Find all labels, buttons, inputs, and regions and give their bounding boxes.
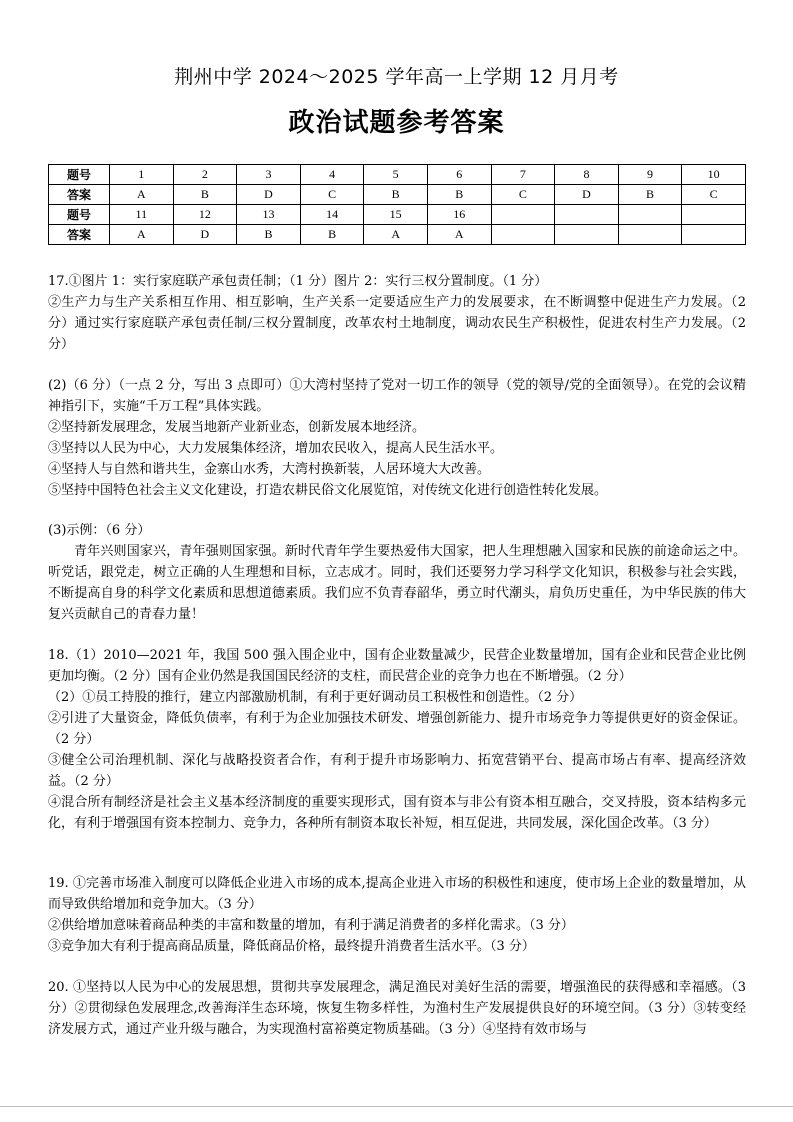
question-number: 4 — [300, 165, 364, 185]
question-number: 12 — [173, 205, 237, 225]
answer-cell — [682, 225, 746, 245]
question-number: 7 — [491, 165, 555, 185]
q18-paragraph: ②引进了大量资金，降低负债率，有利于为企业加强技术研发、增强创新能力、提升市场竞争力等提供更好的资金保证。（2 分） — [48, 711, 746, 747]
answer-cell: A — [427, 225, 491, 245]
answer-cell: C — [300, 185, 364, 205]
question-number: 13 — [237, 205, 301, 225]
q17-paragraph: ④坚持人与自然和谐共生，金寨山水秀，大湾村换新装，人居环境大大改善。 — [48, 462, 491, 477]
q18-section — [48, 645, 746, 834]
q17-part3 — [48, 520, 746, 625]
answer-cell: A — [110, 185, 174, 205]
question-number — [618, 205, 682, 225]
row-label-question: 题号 — [49, 205, 110, 225]
answer-cell: B — [237, 225, 301, 245]
q17-paragraph: 17.①图片 1：实行家庭联产承包责任制；（1 分）图片 2：实行三权分置制度。（1 分） — [48, 274, 548, 289]
question-number: 9 — [618, 165, 682, 185]
answer-cell: C — [682, 185, 746, 205]
question-number: 11 — [110, 205, 174, 225]
answer-cell — [555, 225, 619, 245]
question-number: 14 — [300, 205, 364, 225]
q19-paragraph: 19. ①完善市场准入制度可以降低企业进入市场的成本,提高企业进入市场的积极性和速度，使市场上企业的数量增加，从而导致供给增加和竞争加大。（3 分） — [48, 876, 746, 912]
row-label-answer: 答案 — [49, 225, 110, 245]
q17-paragraph: ⑤坚持中国特色社会主义文化建设，打造农耕民俗文化展览馆，对传统文化进行创造性转化发展。 — [48, 483, 608, 498]
q19-paragraph: ②供给增加意味着商品种类的丰富和数量的增加，有利于满足消费者的多样化需求。（3 分） — [48, 918, 574, 933]
q17-paragraph: (2)（6 分）（一点 2 分，写出 3 点即可）①大湾村坚持了党对一切工作的领导（党的领导/党的全面领导）。在党的会议精神指引下，实施“千万工程”具体实践。 — [48, 378, 746, 414]
q20-paragraph: 20. ①坚持以人民为中心的发展思想，贯彻共享发展理念，满足渔民对美好生活的需要，增强渔民的获得感和幸福感。（3 分）②贯彻绿色发展理念,改善海洋生态环境，恢复生物多样性，为渔村生产发展提供良好的环境空间。（3 分）③转变经济发展方式，通过产业升级与融合，为实现渔村富裕奠定物质基础。（3 分）④坚持有效市场与 — [48, 980, 746, 1037]
answer-cell: B — [300, 225, 364, 245]
q19-section — [48, 873, 746, 957]
table-row-question-numbers-1 — [49, 165, 746, 185]
question-number — [491, 205, 555, 225]
question-number: 16 — [427, 205, 491, 225]
answer-table — [48, 164, 746, 245]
page-bottom-divider — [0, 1106, 793, 1107]
question-number: 5 — [364, 165, 428, 185]
question-number: 1 — [110, 165, 174, 185]
answer-cell: C — [491, 185, 555, 205]
table-row-answers-2 — [49, 225, 746, 245]
exam-title: 荆州中学 2024～2025 学年高一上学期 12 月月考 — [174, 66, 619, 88]
answer-cell: A — [110, 225, 174, 245]
answer-cell: B — [364, 185, 428, 205]
row-label-answer: 答案 — [49, 185, 110, 205]
row-label-question: 题号 — [49, 165, 110, 185]
answer-cell: B — [173, 185, 237, 205]
answer-cell: B — [427, 185, 491, 205]
question-number: 6 — [427, 165, 491, 185]
q18-paragraph: ④混合所有制经济是社会主义基本经济制度的重要实现形式，国有资本与非公有资本相互融合，交叉持股，资本结构多元化，有利于增强国有资本控制力、竞争力，各种所有制资本取长补短，相互促进，共同发展，深化国企改革。（3 分） — [48, 795, 746, 831]
q17-part2 — [48, 375, 746, 501]
question-number: 3 — [237, 165, 301, 185]
q17-paragraph: ③坚持以人民为中心，大力发展集体经济，增加农民收入，提高人民生活水平。 — [48, 441, 504, 456]
q18-paragraph: 18.（1）2010—2021 年，我国 500 强入围企业中，国有企业数量减少，民营企业数量增加，国有企业和民营企业比例更加均衡。（2 分）国有企业仍然是我国国民经济的支柱，而民营企业的竞争力也在不断增强。（2 分） — [48, 648, 746, 684]
q19-paragraph: ③竞争加大有利于提高商品质量，降低商品价格，最终提升消费者生活水平。（3 分） — [48, 939, 535, 954]
question-number: 2 — [173, 165, 237, 185]
answer-cell: B — [618, 185, 682, 205]
exam-subtitle: 政治试题参考答案 — [288, 108, 505, 138]
answer-cell: D — [173, 225, 237, 245]
q17-paragraph: ②生产力与生产关系相互作用、相互影响，生产关系一定要适应生产力的发展要求，在不断调整中促进生产力发展。（2 分）通过实行家庭联产承包责任制/三权分置制度，改革农村土地制度，调动农民生产积极性，促进农村生产力发展。（2 分） — [48, 295, 746, 352]
q17-paragraph: ②坚持新发展理念，发展当地新产业新业态，创新发展本地经济。 — [48, 420, 426, 435]
table-row-answers-1 — [49, 185, 746, 205]
q18-paragraph: （2）①员工持股的推行，建立内部激励机制，有利于更好调动员工积极性和创造性。（2 分） — [48, 690, 583, 705]
question-number: 8 — [555, 165, 619, 185]
answer-cell — [618, 225, 682, 245]
question-number: 15 — [364, 205, 428, 225]
table-row-question-numbers-2 — [49, 205, 746, 225]
q18-paragraph: ③健全公司治理机制、深化与战略投资者合作，有利于提升市场影响力、拓宽营销平台、提高市场占有率、提高经济效益。（2 分） — [48, 753, 746, 789]
question-number — [682, 205, 746, 225]
question-number — [555, 205, 619, 225]
answer-cell: D — [237, 185, 301, 205]
q17-paragraph: (3)示例：（6 分） — [48, 523, 151, 538]
q17-essay: 青年兴则国家兴，青年强则国家强。新时代青年学生要热爱伟大国家，把人生理想融入国家和民族的前途命运之中。听党话，跟党走，树立正确的人生理想和目标，立志成才。同时，我们还要努力学习科学文化知识，积极参与社会实践，不断提高自身的科学文化素质和思想道德素质。我们应不负青春韶华，勇立时代潮头，肩负历史重任，为中华民族的伟大复兴贡献自己的青春力量！ — [48, 544, 746, 622]
answer-cell — [491, 225, 555, 245]
q20-section — [48, 977, 746, 1040]
q17-part1 — [48, 271, 746, 355]
answer-cell: A — [364, 225, 428, 245]
question-number: 10 — [682, 165, 746, 185]
answer-cell: D — [555, 185, 619, 205]
